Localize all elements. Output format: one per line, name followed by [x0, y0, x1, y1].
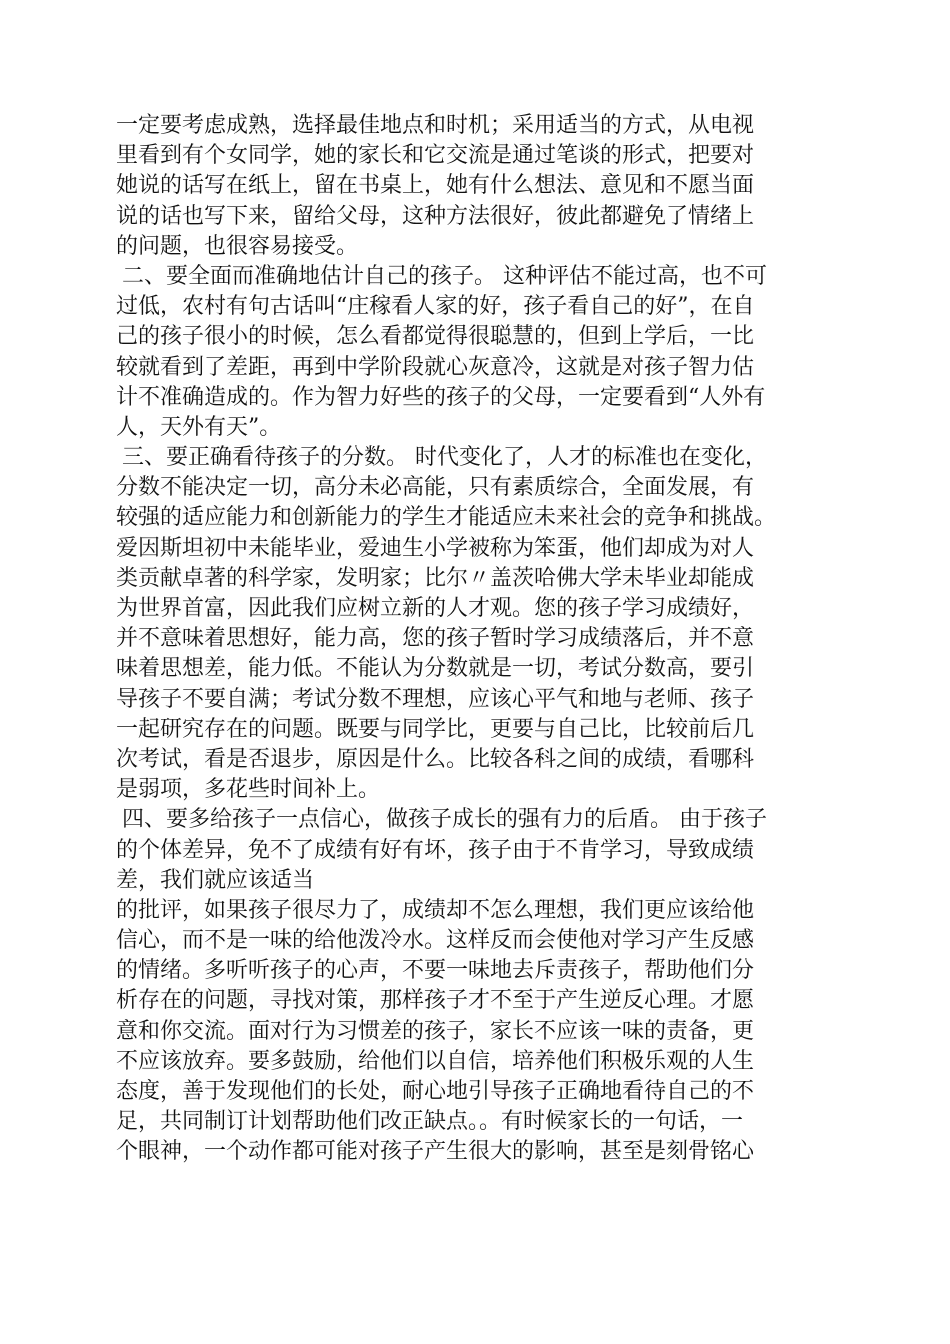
text-line: 的批评，如果孩子很尽力了，成绩却不怎么理想，我们更应该给他	[116, 897, 755, 923]
text-line: 她说的话写在纸上，留在书桌上，她有什么想法、意见和不愿当面	[116, 173, 755, 199]
text-line: 一起研究存在的问题。既要与同学比，更要与自己比，比较前后几	[116, 716, 755, 742]
text-line: 里看到有个女同学，她的家长和它交流是通过笔谈的形式，把要对	[116, 143, 755, 169]
text-line: 是弱项，多花些时间补上。	[116, 777, 381, 803]
text-line: 较就看到了差距，再到中学阶段就心灰意冷，这就是对孩子智力估	[116, 354, 755, 380]
text-line: 己的孩子很小的时候，怎么看都觉得很聪慧的，但到上学后，一比	[116, 324, 755, 350]
text-line: 导孩子不要自满；考试分数不理想，应该心平气和地与老师、孩子	[116, 686, 755, 712]
text-line: 个眼神，一个动作都可能对孩子产生很大的影响，甚至是刻骨铭心	[116, 1139, 755, 1165]
text-line: 人，天外有天”。	[116, 414, 282, 440]
text-line: 的问题，也很容易接受。	[116, 233, 359, 259]
body-text	[116, 111, 856, 1168]
text-line: 并不意味着思想好，能力高，您的孩子暂时学习成绩落后，并不意	[116, 626, 755, 652]
text-line: 差，我们就应该适当	[116, 867, 315, 893]
text-line: 为世界首富，因此我们应树立新的人才观。您的孩子学习成绩好，	[116, 596, 755, 621]
text-line: 爱因斯坦初中未能毕业，爱迪生小学被称为笨蛋，他们却成为对人	[116, 535, 755, 561]
text-line: 类贡献卓著的科学家，发明家；比尔〃盖茨哈佛大学未毕业却能成	[116, 565, 755, 591]
text-line: 意和你交流。面对行为习惯差的孩子，家长不应该一味的责备，更	[116, 1018, 755, 1044]
text-line: 分数不能决定一切，高分未必高能，只有素质综合，全面发展，有	[116, 475, 755, 501]
text-line: 过低，农村有句古话叫“庄稼看人家的好，孩子看自己的好”，在自	[116, 294, 755, 320]
text-line: 的个体差异，免不了成绩有好有坏，孩子由于不肯学习，导致成绩	[116, 837, 755, 863]
text-line: 态度，善于发现他们的长处，耐心地引导孩子正确地看待自己的不	[116, 1079, 755, 1104]
text-line: 次考试，看是否退步，原因是什么。比较各科之间的成绩，看哪科	[116, 746, 755, 772]
text-line: 较强的适应能力和创新能力的学生才能适应未来社会的竞争和挑战。	[116, 505, 777, 531]
text-line: 的情绪。多听听孩子的心声，不要一味地去斥责孩子，帮助他们分	[116, 958, 755, 984]
section-heading-line: 三、要正确看待孩子的分数。 时代变化了，人才的标准也在变化，	[122, 445, 767, 471]
section-heading-line: 四、要多给孩子一点信心，做孩子成长的强有力的后盾。 由于孩子	[122, 807, 767, 833]
text-line: 足，共同制订计划帮助他们改正缺点。。有时候家长的一句话，一	[116, 1109, 744, 1135]
text-line: 不应该放弃。要多鼓励，给他们以自信，培养他们积极乐观的人生	[116, 1048, 755, 1074]
text-line: 信心，而不是一味的给他泼冷水。这样反而会使他对学习产生反感	[116, 928, 755, 954]
text-line: 计不准确造成的。作为智力好些的孩子的父母，一定要看到“人外有	[116, 384, 766, 410]
text-line: 一定要考虑成熟，选择最佳地点和时机；采用适当的方式，从电视	[116, 113, 755, 138]
text-line: 析存在的问题，寻找对策，那样孩子才不至于产生逆反心理。才愿	[116, 988, 755, 1014]
text-line: 说的话也写下来，留给父母，这种方法很好，彼此都避免了情绪上	[116, 203, 755, 229]
section-heading-line: 二、要全面而准确地估计自己的孩子。 这种评估不能过高，也不可	[122, 263, 767, 289]
text-line: 味着思想差，能力低。不能认为分数就是一切，考试分数高，要引	[116, 656, 755, 682]
